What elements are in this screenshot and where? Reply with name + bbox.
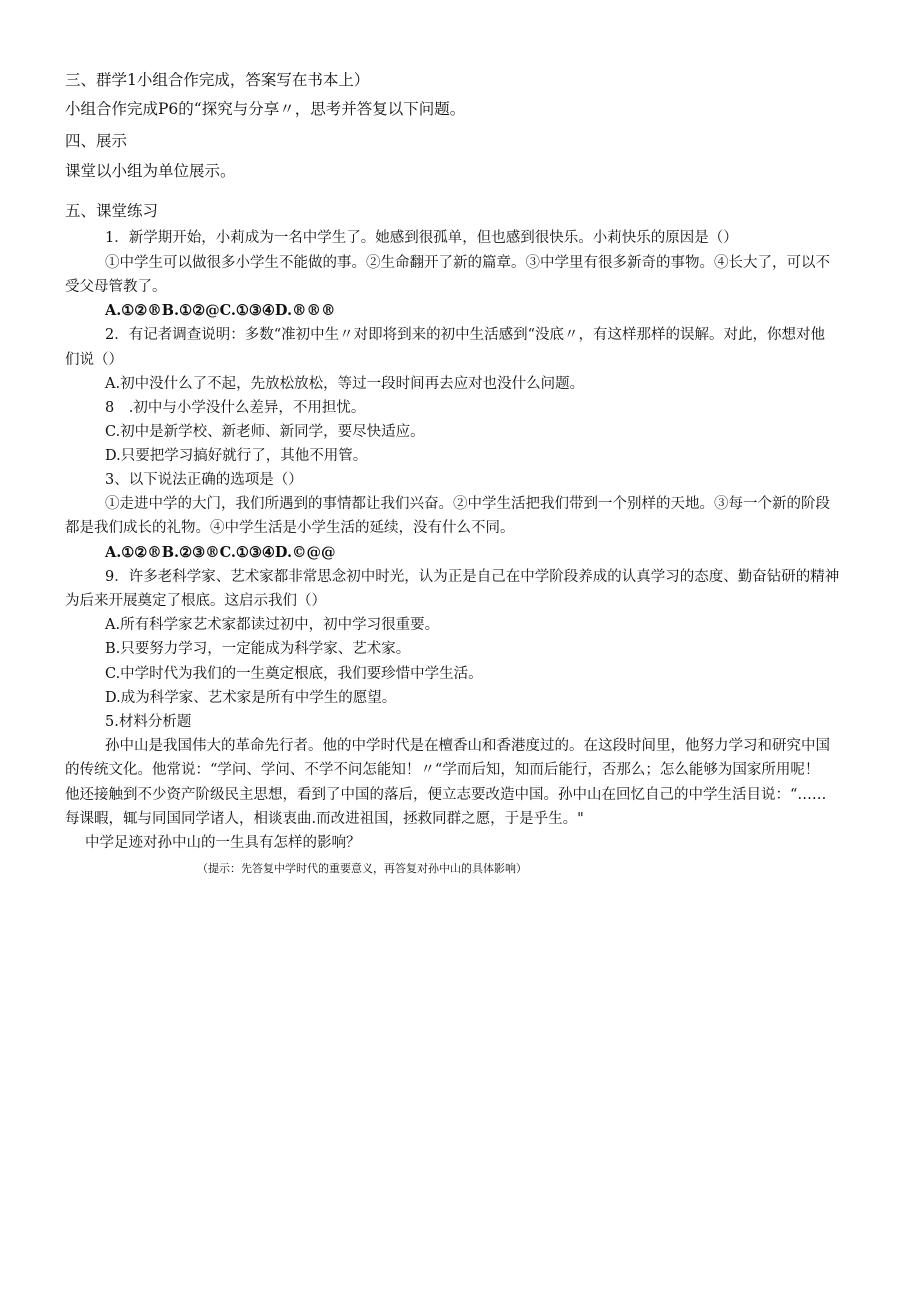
material-paragraph-line3: 他还接触到不少资产阶级民主思想，看到了中国的落后，便立志要改造中国。孙中山在回忆自己的中学生活目说：“…… — [65, 787, 827, 803]
question-4-option-b: B.只要努力学习，一定能成为科学家、艺术家。 — [105, 641, 411, 657]
question-2-option-c: C.初中是新学校、新老师、新同学，要尽快适应。 — [105, 424, 425, 440]
question-2-stem-line1: 2．有记者调查说明：多数“准初中生〃对即将到来的初中生活感到“没底〃，有这样那样的误解。对此，你想对他 — [105, 327, 826, 343]
material-paragraph-line4: 每课暇，辄与同国同学诸人，相谈衷曲.而改进祖国，拯救同群之愿，于是乎生。" — [65, 811, 584, 827]
question-3-items-line2: 都是我们成长的礼物。④中学生活是小学生活的延续，没有什么不同。 — [65, 520, 515, 536]
question-5-hint: （提示：先答复中学时代的重要意义，再答复对孙中山的具体影响） — [197, 862, 527, 875]
question-4-option-c: C.中学时代为我们的一生奠定根底，我们要珍惜中学生活。 — [105, 666, 483, 682]
question-3-options: A.①②®B.②③®C.①③④D.©@@ — [105, 544, 336, 561]
question-2-stem-line2: 们说（） — [65, 352, 123, 368]
section-3-heading: 三、群学1小组合作完成，答案写在书本上） — [65, 71, 370, 89]
section-3-body: 小组合作完成P6的“探究与分享〃，思考并答复以下问题。 — [65, 100, 466, 118]
section-5-heading: 五、课堂练习 — [65, 202, 159, 220]
question-4-stem-line2: 为后来开展奠定了根底。这启示我们（） — [65, 593, 326, 609]
material-paragraph-line2: 的传统文化。他常说：“学问、学问、不学不问怎能知！〃“学而后知，知而后能行，否那么；怎么能够为国家所用呢！ — [65, 762, 820, 778]
question-3-stem: 3、以下说法正确的选项是（） — [105, 472, 303, 488]
question-5-prompt: 中学足迹对孙中山的一生具有怎样的影响？ — [85, 835, 361, 851]
question-2-option-d: D.只要把学习搞好就行了，其他不用管。 — [105, 448, 368, 464]
question-5-title: 5.材料分析题 — [105, 714, 192, 730]
question-2-option-a: A.初中没什么了不起，先放松放松，等过一段时间再去应对也没什么问题。 — [105, 376, 585, 392]
question-4-option-a: A.所有科学家艺术家都读过初中，初中学习很重要。 — [105, 617, 440, 633]
question-1-items-line1: ①中学生可以做很多小学生不能做的事。②生命翻开了新的篇章。③中学里有很多新奇的事物。④长大了，可以不 — [105, 255, 830, 271]
question-2-option-b: 8 .初中与小学没什么差异，不用担忧。 — [105, 400, 366, 416]
question-1-options: A.①②®B.①②@C.①③④D.®®® — [105, 302, 336, 319]
section-4-body: 课堂以小组为单位展示。 — [65, 162, 236, 180]
question-1-stem: 1．新学期开始，小莉成为一名中学生了。她感到很孤单，但也感到很快乐。小莉快乐的原因是（） — [105, 230, 738, 246]
question-1-items-line2: 受父母管教了。 — [65, 279, 167, 295]
question-3-items-line1: ①走进中学的大门，我们所遇到的事情都让我们兴奋。②中学生活把我们带到一个别样的天地。③每一个新的阶段 — [105, 496, 830, 512]
question-4-option-d: D.成为科学家、艺术家是所有中学生的愿望。 — [105, 690, 397, 706]
material-paragraph-line1: 孙中山是我国伟大的革命先行者。他的中学时代是在檀香山和香港度过的。在这段时间里，他努力学习和研究中国 — [105, 738, 830, 754]
question-4-stem-line1: 9．许多老科学家、艺术家都非常思念初中时光，认为正是自己在中学阶段养成的认真学习的态度、勤奋钻研的精神 — [105, 569, 840, 585]
section-4-heading: 四、展示 — [65, 132, 128, 150]
